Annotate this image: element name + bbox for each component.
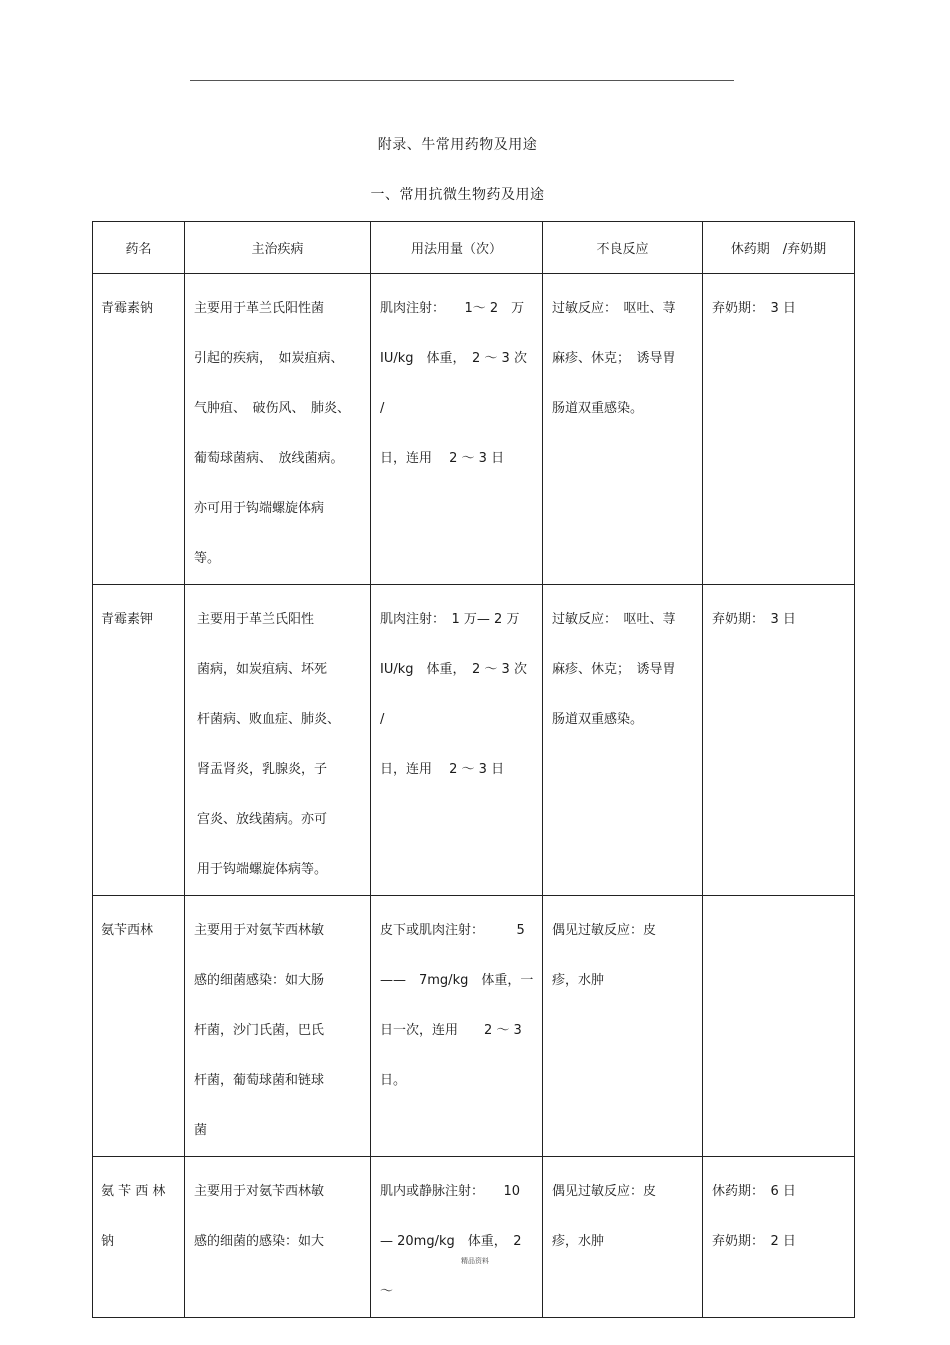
adverse-reaction-text: 过敏反应： 呕吐、荨 麻疹、休克； 诱导胃 肠道双重感染。 — [552, 301, 676, 416]
drug-name: 青霉素钠 — [101, 301, 154, 316]
cell-dosage — [371, 896, 543, 1157]
indication-text: 主要用于对氨苄西林敏 感的细菌的感染：如大 — [194, 1184, 325, 1249]
cell-withdrawal — [703, 896, 855, 1157]
withdrawal-text: 弃奶期： 3 日 — [712, 301, 796, 316]
cell-withdrawal — [703, 585, 855, 896]
adverse-reaction-text: 过敏反应： 呕吐、荨 麻疹、休克； 诱导胃 肠道双重感染。 — [552, 612, 676, 727]
cell-indication — [185, 585, 371, 896]
column-header-drug-name: 药名 — [93, 222, 185, 274]
column-header-indication: 主治疾病 — [185, 222, 371, 274]
cell-indication — [185, 274, 371, 585]
cell-withdrawal — [703, 274, 855, 585]
indication-text: 主要用于对氨苄西林敏 感的细菌感染：如大肠 杆菌，沙门氏菌，巴氏 杆菌，葡萄球菌和链球 菌 — [194, 923, 325, 1138]
page-title: 附录、牛常用药物及用途 — [377, 137, 538, 153]
drug-name: 氨苄西林 — [101, 923, 154, 938]
withdrawal-text — [703, 896, 854, 906]
cell-dosage — [371, 274, 543, 585]
cell-indication — [185, 1157, 371, 1318]
table-row — [93, 585, 855, 896]
drug-name: 青霉素钾 — [101, 612, 154, 627]
cell-drug-name — [93, 274, 185, 585]
cell-adverse-reaction — [543, 896, 703, 1157]
drug-table — [92, 221, 855, 1318]
cell-drug-name — [93, 896, 185, 1157]
adverse-reaction-text: 偶见过敏反应：皮 疹，水肿 — [552, 923, 657, 988]
dosage-text: 肌内或静脉注射： 10 — 20mg/kg 体重， 2～ — [380, 1184, 522, 1299]
adverse-reaction-text: 偶见过敏反应：皮 疹，水肿 — [552, 1184, 657, 1249]
dosage-text: 肌肉注射： 1～ 2 万 IU/kg 体重， 2 ～ 3 次 / 日，连用 2 ～ 3 日 — [380, 301, 527, 466]
cell-dosage — [371, 1157, 543, 1318]
withdrawal-text: 休药期： 6 日 弃奶期： 2 日 — [712, 1184, 796, 1249]
cell-withdrawal — [703, 1157, 855, 1318]
cell-drug-name — [93, 1157, 185, 1318]
dosage-text: 皮下或肌肉注射： 5 —— 7mg/kg 体重，一 日一次，连用 2 ～ 3 日。 — [380, 923, 534, 1088]
withdrawal-text: 弃奶期： 3 日 — [712, 612, 796, 627]
cell-drug-name — [93, 585, 185, 896]
cell-dosage — [371, 585, 543, 896]
column-header-adverse-reaction: 不良反应 — [543, 222, 703, 274]
indication-text: 主要用于革兰氏阳性菌 引起的疾病， 如炭疽病、 气肿疽、 破伤风、 肺炎、 葡萄球菌病、 放线菌病。 亦可用于钩端螺旋体病 等。 — [194, 301, 351, 566]
cell-adverse-reaction — [543, 585, 703, 896]
indication-text: 主要用于革兰氏阳性 菌病，如炭疽病、坏死 杆菌病、败血症、肺炎、 肾盂肾炎，乳腺炎，子 宫炎、放线菌病。亦可 用于钩端螺旋体病等。 — [197, 612, 341, 877]
page-footer: 精品资料 — [461, 1257, 489, 1265]
cell-indication — [185, 896, 371, 1157]
drug-name: 氨 苄 西 林 钠 — [101, 1184, 166, 1249]
column-header-dosage: 用法用量（次） — [371, 222, 543, 274]
column-header-withdrawal: 休药期 /弃奶期 — [703, 222, 855, 274]
top-rule — [190, 80, 734, 81]
cell-adverse-reaction — [543, 274, 703, 585]
section-title: 一、常用抗微生物药及用途 — [370, 187, 545, 203]
table-row — [93, 896, 855, 1157]
cell-adverse-reaction — [543, 1157, 703, 1318]
table-row — [93, 274, 855, 585]
dosage-text: 肌肉注射： 1 万— 2 万 IU/kg 体重， 2 ～ 3 次 / 日，连用 2 ～ 3 日 — [380, 612, 527, 777]
table-row — [93, 1157, 855, 1318]
table-header-row — [93, 222, 855, 274]
